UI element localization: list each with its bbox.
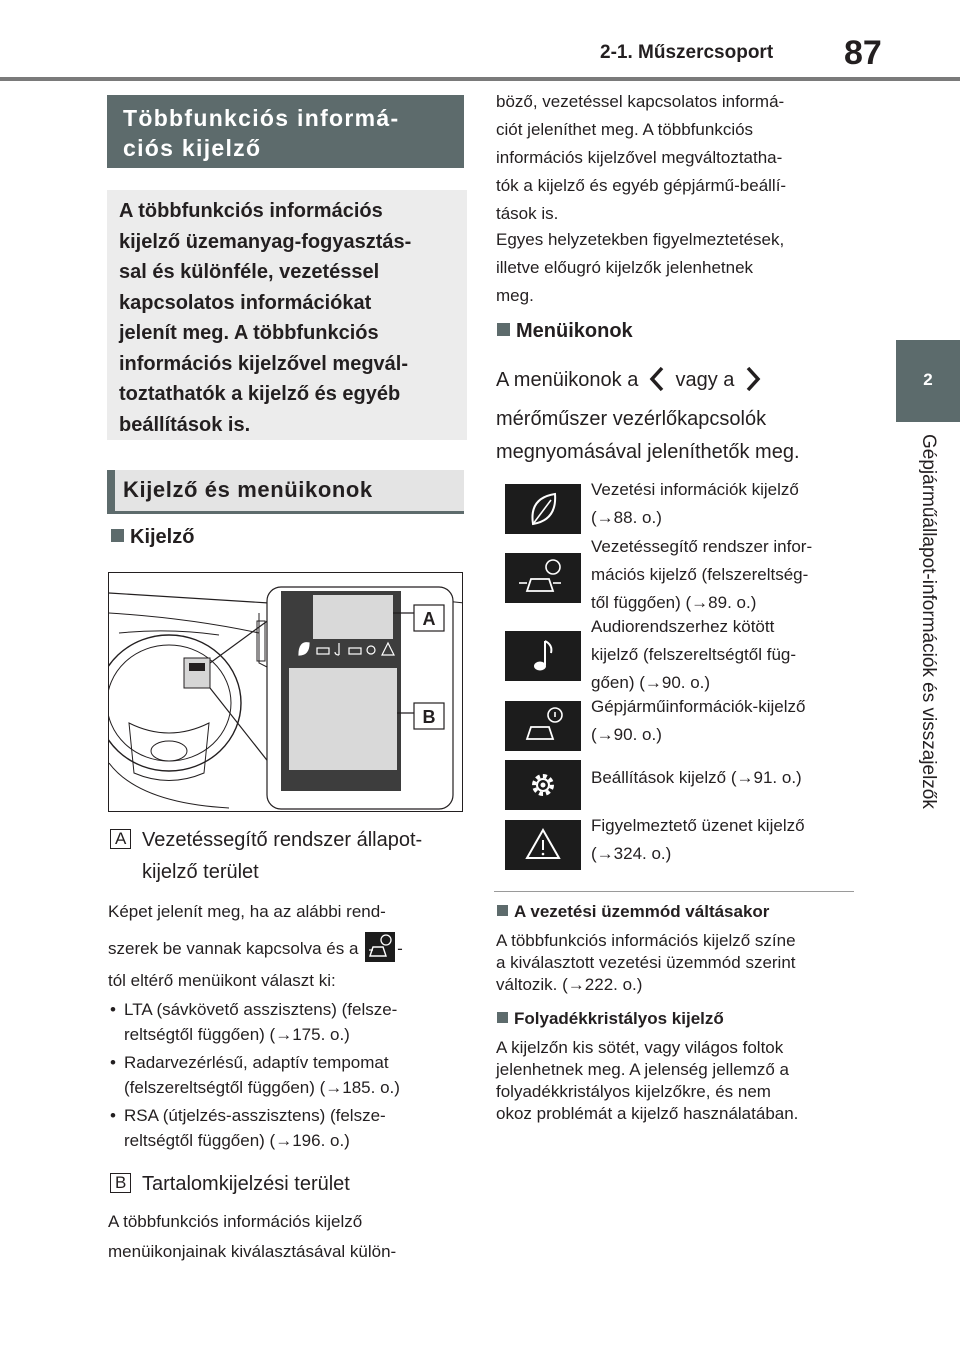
para-top-line: böző, vezetéssel kapcsolatos informá- [496,92,785,111]
section-heading-multi-info [107,95,464,168]
subheading-menu-icons [497,320,633,343]
label-b-description: Tartalomkijelzési terület [142,1173,350,1195]
intro-line: információs kijelzővel megvál- [119,352,408,375]
para-top-line: ciót jeleníthet meg. A többfunkciós [496,120,754,139]
divider [494,891,854,892]
para-mode-line: változik. (→222. o.) [496,975,643,994]
subheading-text: Kijelző [130,526,195,548]
chapter-number: 2 [923,370,933,389]
para-top-line: tók a kijelző és egyéb gépjármű-beállí- [496,176,787,195]
bullet-line: (felszereltségtől függően) (→185. o.) [124,1078,400,1097]
menu-item-line: Figyelmeztető üzenet kijelző [591,816,805,835]
para-a3: tól eltérő menüikont választ ki: [108,971,336,990]
subheading-text: A vezetési üzemmód váltásakor [514,902,770,921]
para-mode [496,930,796,996]
para-b-line: A többfunkciós információs kijelző [108,1212,363,1231]
subheading-display [111,526,194,549]
intro-line: sal és különféle, vezetéssel [119,261,380,283]
dashboard-illustration [109,573,463,812]
para-warn-line: Egyes helyzetekben figyelmeztetések, [496,230,785,249]
label-b: B [110,1173,131,1193]
car-assist-icon [365,932,395,962]
para-mode-line: A többfunkciós információs kijelző színe [496,931,796,950]
label-a-line: kijelző terület [142,861,259,883]
label-b-box [110,1173,131,1193]
heading-line: ciós kijelző [123,135,262,161]
menu-item-line: (→90. o.) [591,725,662,744]
bullet-dot: • [110,1053,116,1072]
intro-line: toztathatók a kijelző és egyéb [119,383,401,405]
chevron-right-icon [740,364,766,394]
menu-item-line: gően) (→90. o.) [591,673,711,692]
menu-item-line: Vezetéssegítő rendszer infor- [591,537,813,556]
para-lcd-line: okoz problémát a kijelző használatában. [496,1104,799,1123]
para-warn [496,226,784,310]
label-a-description [142,824,422,888]
para-warn-line: illetve előugró kijelzők jelenhetnek [496,258,754,277]
menu-line-1b: vagy a [675,369,735,391]
para-top [496,88,786,228]
heading-line: Többfunkciós informá- [123,105,400,131]
diagram-label-a: A [422,609,436,629]
menu-item-line: Audiorendszerhez kötött [591,617,775,636]
gear-icon [505,760,581,810]
intro-line: jelenít meg. A többfunkciós [119,322,379,344]
intro-line: beállítások is. [119,413,251,436]
para-a1: Képet jelenít meg, ha az alábbi rend- [108,902,386,921]
label-a-line: Vezetéssegítő rendszer állapot- [142,829,423,851]
subheading-text: Folyadékkristályos kijelző [514,1009,724,1028]
para-warn-line: meg. [496,286,534,305]
menu-item-line: Gépjárműinformációk-kijelző [591,697,806,716]
diagram-label-b: B [422,707,436,727]
bullet-item [110,997,460,1047]
bullet-line: reltségtől függően) (→196. o.) [124,1131,350,1150]
menu-line-2: mérőműszer vezérlőkapcsolók [496,408,767,430]
menu-item-line: től függően) (→89. o.) [591,593,757,612]
intro-line: kapcsolatos információkat [119,291,372,314]
para-a2 [108,932,403,964]
subheading-text: Menüikonok [516,320,633,342]
dashboard-diagram [108,572,463,812]
bullet-dot: • [110,1000,116,1019]
menu-item-line: kijelző (felszereltségtől füg- [591,645,797,664]
chapter-title-text: Gépjárműállapot-információk és visszajelzők [918,434,939,809]
menu-line-3: megnyomásával jeleníthetők meg. [496,441,800,463]
para-lcd-line: folyadékkristályos kijelzőkre, és nem [496,1082,771,1101]
bullet-line: LTA (sávkövető asszisztens) (felsze- [124,1000,398,1019]
page-number: 87 [844,34,882,72]
heading-text: Kijelző és menüikonok [123,477,373,502]
section-title: 2-1. Műszercsoport [600,42,774,63]
car-assist-icon [505,553,581,603]
menu-item-line: mációs kijelző (felszereltség- [591,565,809,584]
subheading-drive-mode [497,902,769,922]
square-bullet-icon [497,1012,508,1023]
heading-bar [107,470,115,511]
warning-icon [505,820,581,870]
para-lcd-line: A kijelzőn kis sötét, vagy világos foltok [496,1038,784,1057]
para-top-line: tások is. [496,204,559,223]
square-bullet-icon [497,323,510,336]
menu-line-1 [496,364,766,396]
para-mode-line: a kiválasztott vezetési üzemmód szerint [496,953,796,972]
subheading-lcd [497,1009,724,1029]
bullet-line: Radarvezérlésű, adaptív tempomat [124,1053,389,1072]
menu-item-line: (→324. o.) [591,844,672,863]
intro-line: kijelző üzemanyag-fogyasztás- [119,230,412,253]
intro-line: A többfunkciós információs [119,200,383,222]
leaf-icon [505,484,581,534]
para-a2-post: - [397,939,403,958]
para-b [108,1207,396,1267]
menu-item-line: (→88. o.) [591,508,662,527]
para-b-line: menüikonjainak kiválasztásával külön- [108,1242,397,1261]
bullet-item [110,1103,460,1153]
square-bullet-icon [497,905,508,916]
header-rule [0,77,960,81]
bullet-line: reltségtől függően) (→175. o.) [124,1025,350,1044]
menu-item-line: Beállítások kijelző (→91. o.) [591,768,802,787]
menu-item-line: Vezetési információk kijelző [591,480,799,499]
label-a-box [110,829,131,849]
bullet-dot: • [110,1106,116,1125]
para-top-line: információs kijelzővel megváltoztatha- [496,148,783,167]
para-lcd [496,1037,798,1125]
bullet-item [110,1050,460,1100]
square-bullet-icon [111,529,124,542]
bullet-line: RSA (útjelzés-asszisztens) (felsze- [124,1106,386,1125]
label-a: A [110,829,131,849]
section-heading-display-menu [107,470,464,514]
car-info-icon [505,701,581,751]
music-note-icon [505,631,581,681]
para-lcd-line: jelenhetnek meg. A jelenség jellemző a [496,1060,789,1079]
para-a2-pre: szerek be vannak kapcsolva és a [108,939,359,958]
chevron-left-icon [644,364,670,394]
menu-line-1a: A menüikonok a [496,369,639,391]
intro-box [107,190,467,440]
